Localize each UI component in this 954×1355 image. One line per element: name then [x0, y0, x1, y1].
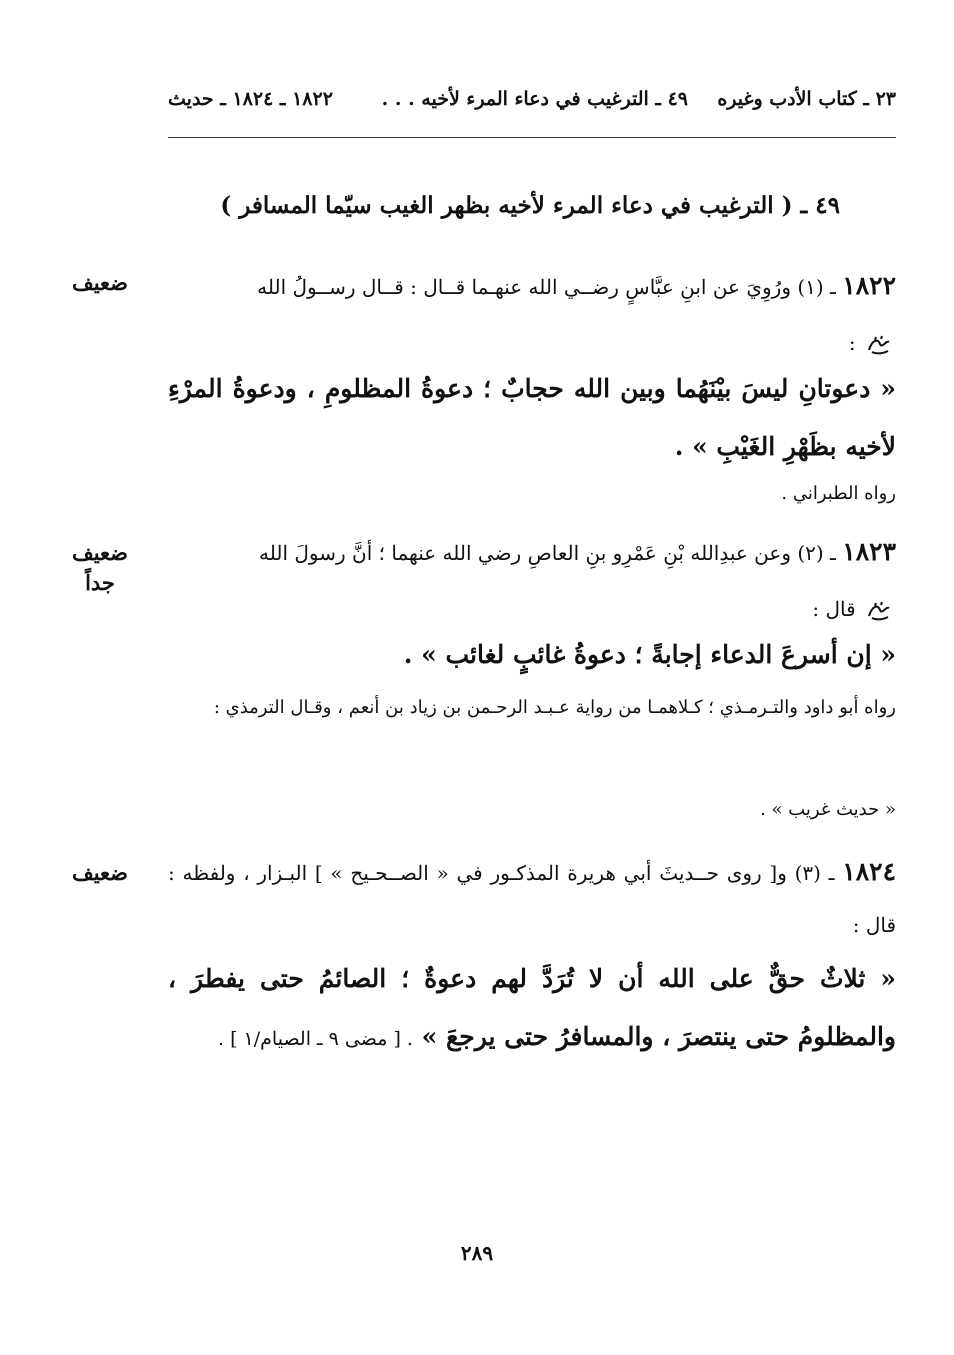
hadith-intro: ـ (١) ورُوِيَ عن ابنِ عبَّاسٍ رضــي الله عنهـما قــال : قــال رســولُ الله [257, 275, 836, 299]
note-1823: « حديث غريب » . [760, 799, 896, 820]
hadith-number: ١٨٢٣ [842, 537, 896, 566]
hadith-entry-1824 [168, 846, 896, 951]
running-header [168, 88, 896, 122]
hadith-intro: ـ (٢) وعن عبدِالله بْنِ عَمْرِو بنِ العاصِ رضي الله عنهما ؛ أنَّ رسولَ الله [259, 541, 836, 565]
hadith-entry-1822 [168, 258, 896, 371]
chapter-title: ٤٩ ـ ( الترغيب في دعاء المرء لأخيه بظهر الغيب سيّما المسافر ) [220, 192, 840, 219]
cross-reference: . [ مضى ٩ ـ الصيام/١ ] . [218, 1028, 413, 1050]
hadith-text-1824 [168, 950, 896, 1066]
source-1823: رواه أبو داود والتـرمـذي ؛ كـلاهمـا من رواية عـبـد الرحـمن بن زياد بن أنعم ، وقـال الترمذي : [213, 697, 896, 718]
hadith-intro-tail: : [848, 331, 856, 355]
header-hadith-range: ١٨٢٢ ـ ١٨٢٤ ـ حديث [168, 88, 333, 110]
hadith-entry-1823 [168, 524, 896, 637]
hadith-text-1823: « إن أسرعَ الدعاء إجابةً ؛ دعوةُ غائبٍ لغائب » . [403, 640, 896, 669]
grade-label-1822: ضعيف [71, 270, 129, 295]
hadith-text-1822: « دعوتانِ ليسَ بيْنَهُما وبين الله حجابٌ ؛ دعوةُ المظلومِ ، ودعوةُ المرْءِ لأخيه بظَهْرِ الغَيْبِ » . [168, 374, 896, 461]
hadith-intro-tail: قال : [812, 597, 856, 621]
header-section-title: ٤٩ ـ الترغيب في دعاء المرء لأخيه . . . [381, 88, 688, 110]
hadith-intro: ـ (٣) و[ روى حــديثَ أبي هريرة المذكـور في « الصــحـيح » ] البـزار ، ولفظه : قال : [168, 861, 896, 937]
salawat-ligature-icon [866, 600, 892, 622]
hadith-number: ١٨٢٤ [842, 857, 896, 886]
hadith-number: ١٨٢٢ [842, 271, 896, 300]
source-1822: رواه الطبراني . [781, 483, 896, 504]
salawat-ligature-icon [866, 334, 892, 356]
hadith-text: « ثلاثٌ حقٌّ على الله أن لا تُرَدَّ لهم دعوةٌ ؛ الصائمُ حتى يفطرَ ، والمظلومُ حتى ينتصرَ ، والمسافرُ حتى يرجعَ » [168, 964, 896, 1051]
grade-label-1823: ضعيف جداً [71, 540, 129, 595]
page-number: ٢٨٩ [460, 1241, 494, 1265]
header-book-title: ٢٣ ـ كتاب الأدب وغيره [717, 88, 896, 110]
header-divider [168, 137, 896, 138]
grade-label-1824: ضعيف [71, 860, 129, 885]
